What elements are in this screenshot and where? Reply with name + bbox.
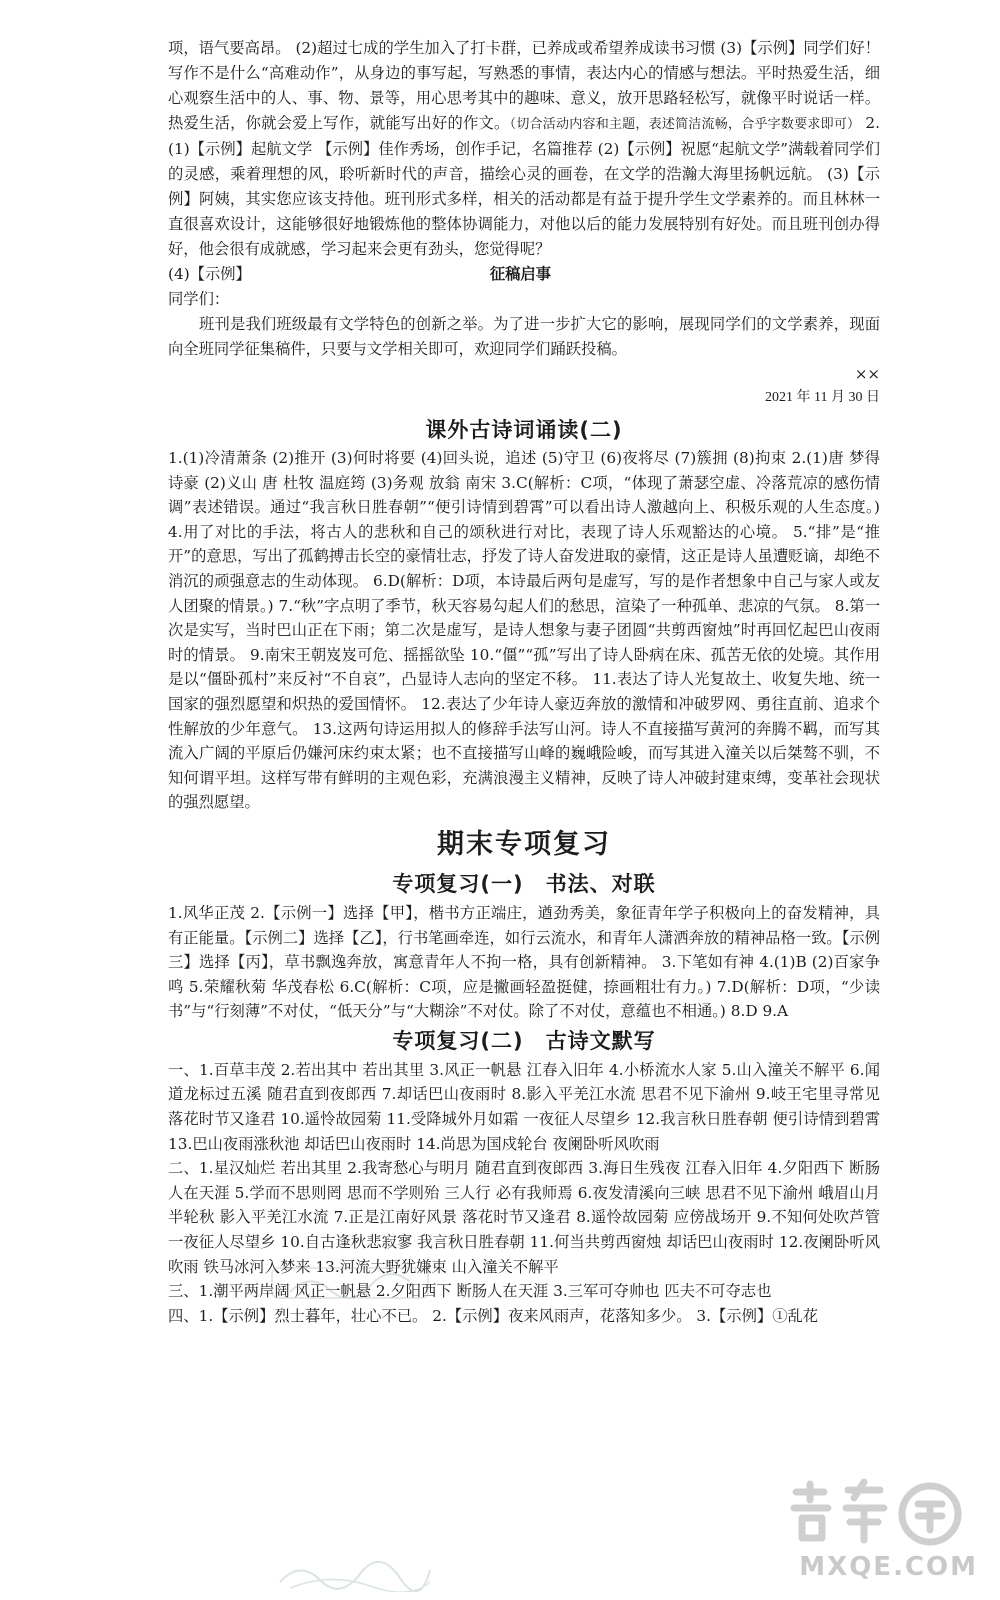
intro-text-cont: 2.(1)【示例】起航文学 【示例】佳作秀场，创作手记，名篇推荐 (2)【示例】祝愿“起航文学”满载着同学们的灵感，乘着理想的风，聆听新时代的声音，描绘心灵的画卷，在文学的浩瀚大海里扬帆远航。 (3)【示例】阿姨，其实您应该支持他。班刊形式多样，相关的活动都是有益于提升学生文学素养的。而且林林一直很喜欢设计，这能够很好地锻炼他的整体协调能力，对他以后的能力发展特别有好处。而且班刊创办得好，他会很有成就感，学习起来会更有劲头，您觉得呢？ [168,114,880,258]
recitation-part-2: 二、1.星汉灿烂 若出其里 2.我寄愁心与明月 随君直到夜郎西 3.海日生残夜 江春入旧年 4.夕阳西下 断肠人在天涯 5.学而不思则罔 思而不学则殆 三人行 必有我师焉 6.夜发清溪向三峡 思君不见下渝州 峨眉山月半轮秋 影入平羌江水流 7.正是江南好风景 落花时节又逢君 8.遥怜故园菊 应傍战场开 9.不知何处吹芦管 一夜征人尽望乡 10.自古逢秋悲寂寥 我言秋日胜春朝 11.何当共剪西窗烛 却话巴山夜雨时 12.夜阑卧听风吹雨 铁马冰河入梦来 13.河流大野犹嫌束 山入潼关不解平 [168,1159,880,1276]
intro-note: （切合活动内容和主题，表述简洁流畅，合乎字数要求即可） [509,117,861,132]
answer-paragraph-intro [168,36,880,262]
stamp-watermark [270,1262,430,1302]
notice-header [168,262,880,287]
recitation-part-3: 三、1.潮平两岸阔 风正一帆悬 2.夕阳西下 断肠人在天涯 3.三军可夺帅也 匹夫不可夺志也 [168,1282,772,1301]
answer-page [168,36,880,1328]
notice-signature: ×× [854,365,880,383]
poetry-answers: 1.(1)冷清萧条 (2)推开 (3)何时将要 (4)回头说，追述 (5)守卫 (6)夜将尽 (7)簇拥 (8)拘束 2.(1)唐 梦得 诗豪 (2)义山 唐 杜牧 温庭筠 (3)务观 放翁 南宋 3.C(解析：C项，“体现了萧瑟空虚、冷落荒凉的感伤情调”表述错误。通过“我言秋日胜春朝”“便引诗情到碧霄”可以看出诗人激越向上、积极乐观的人生态度。) 4.用了对比的手法，将古人的悲秋和自己的颂秋进行对比，表现了诗人乐观豁达的心境。 5.“排”是“推开”的意思，写出了孤鹤搏击长空的豪情壮志，抒发了诗人奋发进取的豪情，这正是诗人虽遭贬谪，却绝不消沉的顽强意志的生动体现。 6.D(解析：D项，本诗最后两句是虚写，写的是作者想象中自己与家人或友人团聚的情景。) 7.“秋”字点明了季节，秋天容易勾起人们的愁思，渲染了一种孤单、悲凉的气氛。 8.第一次是实写，当时巴山正在下雨；第二次是虚写，是诗人想象与妻子团圆“共剪西窗烛”时再回忆起巴山夜雨时的情景。 9.南宋王朝岌岌可危、摇摇欲坠 10.“僵”“孤”写出了诗人卧病在床、孤苦无依的处境。其作用是以“僵卧孤村”来反衬“不自哀”，凸显诗人志向的坚定不移。 11.表达了诗人光复故土、收复失地、统一国家的强烈愿望和炽热的爱国情怀。 12.表达了少年诗人豪迈奔放的激情和冲破罗网、勇往直前、追求个性解放的少年意气。 13.这两句诗运用拟人的修辞手法写山河。诗人不直接描写黄河的奔腾不羁，而写其流入广阔的平原后仍嫌河床约束太紧；也不直接描写山峰的巍峨险峻，而写其进入潼关以后桀骜不驯，不知何谓平坦。这样写带有鲜明的主观色彩，充满浪漫主义精神，反映了诗人冲破封建束缚，变革社会现状的强烈愿望。 [168,449,880,812]
section-title-poetry: 课外古诗词诵读(二) [425,418,623,442]
notice-prefix: (4)【示例】 [168,265,251,283]
intro-text: 项，语气要高昂。 (2)超过七成的学生加入了打卡群，已养成或希望养成读书习惯 (3)【示例】同学们好！写作不是什么“高难动作”，从身边的事写起，写熟悉的事情，表达内心的情感与想法。平时热爱生活，细心观察生活中的人、事、物、景等，用心思考其中的趣味、意义，放开思路轻松写，就像平时说话一样。热爱生活，你就会爱上写作，就能写出好的作文。 [168,39,880,132]
subsection-title-recitation: 专项复习(二) 古诗文默写 [392,1028,656,1053]
calligraphy-answers: 1.风华正茂 2.【示例一】选择【甲】，楷书方正端庄，遒劲秀美，象征青年学子积极向上的奋发精神，具有正能量。【示例二】选择【乙】，行书笔画牵连，如行云流水，和青年人潇洒奔放的精神品格一致。【示例三】选择【丙】，草书飘逸奔放，寓意青年人不拘一格，具有创新精神。 3.下笔如有神 4.(1)B (2)百家争鸣 5.荣耀秋菊 华茂春松 6.C(解析：C项，应是撇画轻盈挺健，捺画粗壮有力。) 7.D(解析：D项，“少读书”与“行刻薄”不对仗，“低天分”与“大糊涂”不对仗。除了不对仗，意蕴也不相通。) 8.D 9.A [168,903,880,1021]
recitation-part-1: 一、1.百草丰茂 2.若出其中 若出其里 3.风正一帆悬 江春入旧年 4.小桥流水人家 5.山入潼关不解平 6.闻道龙标过五溪 随君直到夜郎西 7.却话巴山夜雨时 8.影入平羌江水流 思君不见下渝州 9.岐王宅里寻常见 落花时节又逢君 10.遥怜故园菊 11.受降城外月如霜 一夜征人尽望乡 12.我言秋日胜春朝 便引诗情到碧霄 13.巴山夜雨涨秋池 却话巴山夜雨时 14.尚思为国戍轮台 夜阑卧听风吹雨 [168,1060,880,1153]
site-url-watermark: MXQE.COM [799,1552,978,1582]
notice-date: 2021 年 11 月 30 日 [765,390,880,405]
notice-salutation: 同学们： [168,290,230,308]
notice-title: 征稿启事 [489,265,552,283]
recitation-part-4: 四、1.【示例】烈士暮年，壮心不已。 2.【示例】夜来风雨声，花落知多少。 3.【示例】①乱花 [168,1306,819,1325]
bottom-watermark [270,1552,440,1592]
section-title-final-review: 期末专项复习 [437,828,611,860]
subsection-title-calligraphy: 专项复习(一) 书法、对联 [392,871,656,896]
notice-body: 班刊是我们班级最有文学特色的创新之举。为了进一步扩大它的影响，展现同学们的文学素养，现面向全班同学征集稿件，只要与文学相关即可，欢迎同学们踊跃投稿。 [168,315,880,358]
site-logo-watermark [784,1478,974,1548]
